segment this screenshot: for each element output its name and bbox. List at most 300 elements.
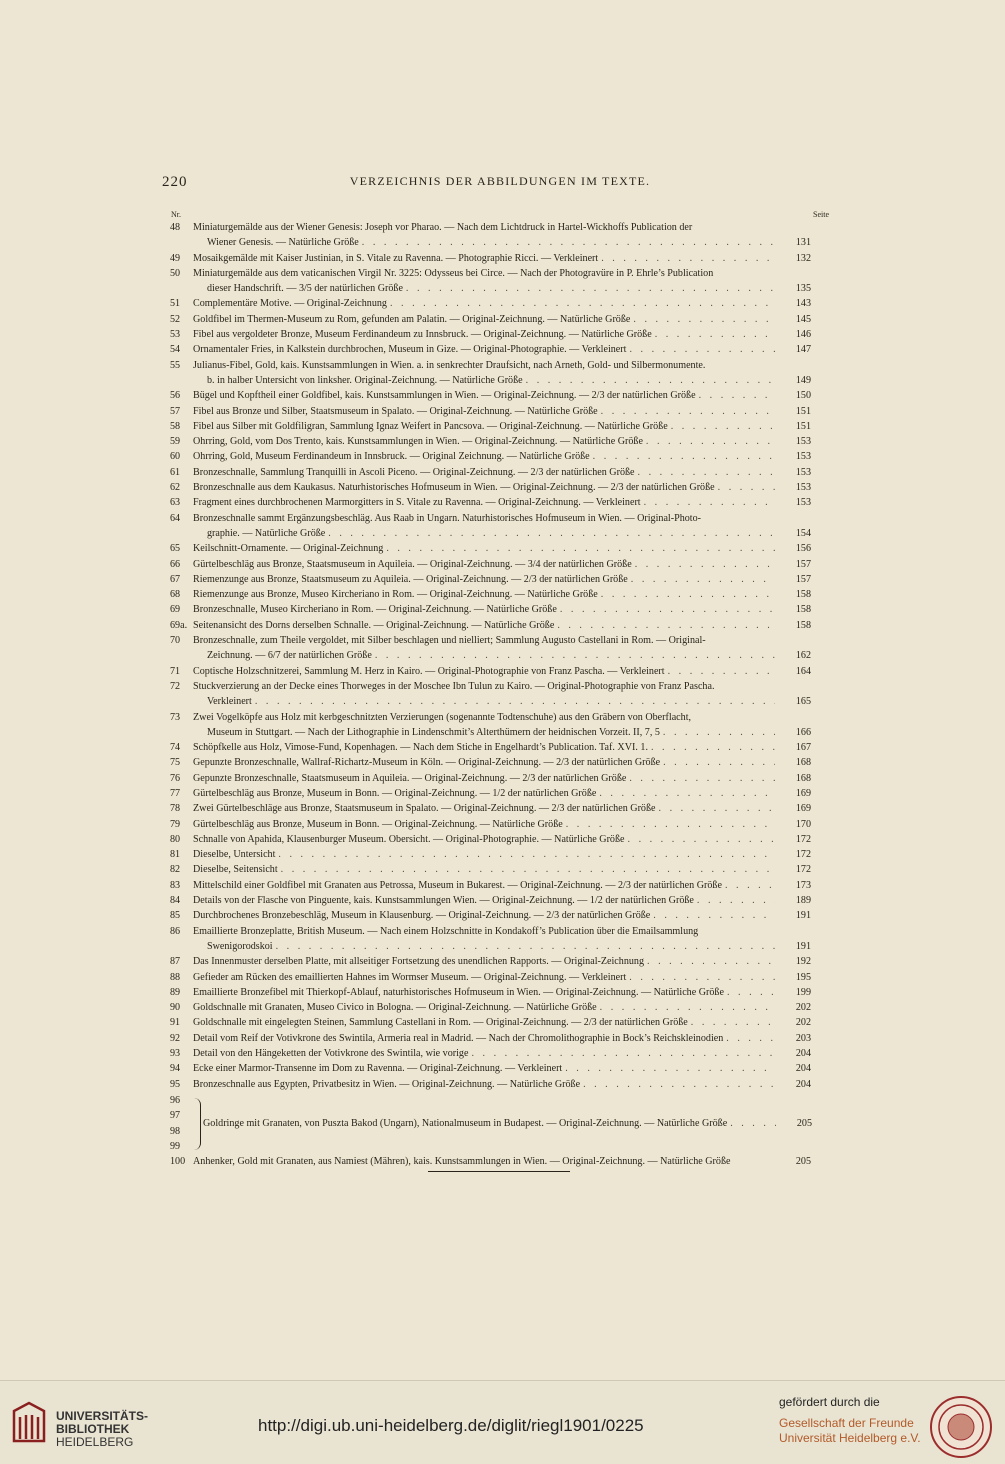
entry-caption: Keilschnitt-Ornamente. — Original-Zeichnung [193,543,384,555]
entry-text [193,602,811,617]
figure-number: 64 [170,512,181,524]
entry-caption: Bügel und Kopftheil einer Goldfibel, kais. Kunstsammlungen in Wien. — Original-Zeichnung. — 2/3 der natürlichen Größe [193,390,696,402]
entry-line [193,832,811,847]
entry-line [193,358,811,373]
entry-text [193,664,811,679]
figure-number: 75 [170,757,181,769]
entry-line [193,220,811,235]
leader-dots [590,449,775,464]
entry-text [193,618,811,633]
entry-caption: Bronzeschnalle sammt Ergänzungsbeschläg. Aus Raab in Ungarn. Naturhistorisches Hofmuseum in Wien. — Original-Photo- [193,512,702,524]
list-item [160,541,850,556]
list-item [160,664,850,679]
entry-line [193,251,811,266]
leader-dots [626,970,775,985]
brace-icon [194,1094,203,1154]
entry-text [193,511,811,542]
page-reference: 204 [795,1063,811,1075]
figure-number: 94 [170,1063,181,1075]
figure-number: 73 [170,711,181,723]
leader-dots [468,1046,775,1061]
entry-caption: Gürtelbeschläg aus Bronze, Museum in Bonn. — Original-Zeichnung. — 1/2 der natürlichen Größe [193,787,597,799]
entry-caption: Fibel aus Bronze und Silber, Staatsmuseum in Spalato. — Original-Zeichnung. — Natürliche Größe [193,405,598,417]
entry-line [193,664,811,679]
figure-list [160,220,850,1169]
leader-dots [523,373,775,388]
page-reference: 173 [795,879,811,891]
entry-caption: Schnalle von Apahida, Klausenburger Museum. Obersicht. — Original-Photographie. — Natürliche Größe [193,833,625,845]
entry-line [193,480,811,495]
entry-text [193,862,811,877]
entry-text [193,786,811,801]
list-item [160,511,850,542]
list-item [160,1031,850,1046]
figure-number: 55 [170,359,181,371]
figure-number: 69 [170,604,181,616]
list-item [160,465,850,480]
list-item [160,342,850,357]
page-reference: 205 [795,1155,811,1167]
page-reference: 170 [795,818,811,830]
entry-caption: Ohrring, Gold, vom Dos Trento, kais. Kunstsammlungen in Wien. — Original-Zeichnung. — Natürliche Größe [193,436,643,448]
page-reference: 135 [795,283,811,295]
entry-text [193,1046,811,1061]
university-library-logo-icon [10,1401,48,1445]
entry-line [193,602,811,617]
entry-line [193,587,811,602]
entry-caption: Gefieder am Rücken des emaillierten Hahnes im Wormser Museum. — Original-Zeichnung. — Verkleinert [193,971,627,983]
leader-dots [724,985,775,1000]
leader-dots [694,893,775,908]
entry-caption: Fragment eines durchbrochenen Marmorgitters in S. Vitale zu Ravenna. — Original-Zeichnung. — Verkleinert [193,497,641,509]
figure-number: 86 [170,925,181,937]
entry-caption: Goldschnalle mit Granaten, Museo Civico in Bologna. — Original-Zeichnung. — Natürliche Größe [193,1002,597,1014]
list-item [160,679,850,710]
entry-line [193,893,811,908]
figure-number: 48 [170,222,181,233]
list-item [160,862,850,877]
list-item [160,572,850,587]
entry-line [193,557,811,572]
figure-number: 50 [170,267,181,279]
entry-text [193,679,811,710]
entry-text [193,541,811,556]
list-item [160,755,850,770]
entry-line [193,449,811,464]
entry-caption: Julianus-Fibel, Gold, kais. Kunstsammlungen in Wien. a. in senkrechter Draufsicht, nach Arneth, Gold- und Silbermonumente. [193,359,706,371]
entry-text [193,312,811,327]
page-reference: 145 [795,313,811,325]
list-item [160,1046,850,1061]
entry-caption: Miniaturgemälde aus dem vaticanischen Virgil Nr. 3225: Odysseus bei Circe. — Nach der Photogravüre in P. Ehrle’s Publication [193,267,714,279]
sponsor-name-line-1[interactable]: Gesellschaft der Freunde [779,1416,914,1430]
list-item [160,618,850,633]
figure-number: 95 [170,1078,181,1090]
figure-number: 98 [170,1125,181,1137]
entry-line [193,618,811,633]
leader-dots [273,939,775,954]
entry-caption: Zeichnung. — 6/7 der natürlichen Größe [207,650,372,662]
figure-number: 85 [170,910,181,922]
leader-dots [722,878,775,893]
page-reference: 146 [795,329,811,341]
group-figure-numbers [160,1094,194,1154]
entry-text [193,419,811,434]
leader-dots [641,495,775,510]
entry-text [193,847,811,862]
page-reference: 167 [795,742,811,754]
figure-number: 82 [170,864,181,876]
entry-line [193,1077,811,1092]
entry-text [193,817,811,832]
leader-dots [278,862,775,877]
entry-line [193,327,811,342]
entry-line [193,419,811,434]
entry-text [193,740,811,755]
leader-dots [650,908,775,923]
list-item [160,924,850,955]
leader-dots [660,725,775,740]
entry-caption: Gürtelbeschläg aus Bronze, Staatsmuseum in Aquileia. — Original-Zeichnung. — 3/4 der natürlichen Größe [193,558,632,570]
entry-caption: Ohrring, Gold, Museum Ferdinandeum in Innsbruck. — Original Zeichnung. — Natürliche Größe [193,451,590,463]
entry-text [193,449,811,464]
page-reference: 204 [795,1048,811,1060]
entry-text [193,327,811,342]
page-reference: 157 [795,558,811,570]
entry-line [193,801,811,816]
list-item [160,587,850,602]
entry-caption: dieser Handschrift. — 3/5 der natürlichen Größe [207,283,403,295]
figure-number: 89 [170,986,181,998]
entry-caption: graphie. — Natürliche Größe [207,527,326,539]
page-number: 220 [162,174,188,190]
entry-text [193,924,811,955]
list-item [160,388,850,403]
entry-line [193,342,811,357]
figure-number: 97 [170,1110,181,1122]
entry-text [193,1061,811,1076]
entry-text [193,832,811,847]
entry-caption: Stuckverzierung an der Decke eines Thorweges in der Moschee Ibn Tulun zu Kairo. — Original-Photographie von Franz Pascha. [193,680,715,692]
list-item-group [160,1094,850,1154]
entry-text [203,1094,850,1154]
list-item [160,771,850,786]
entry-caption: Mosaikgemälde mit Kaiser Justinian, in S. Vitale zu Ravenna. — Photographie Ricci. — Verkleinert [193,252,599,264]
entry-caption: Detail von den Hängeketten der Votivkrone des Swintila, wie vorige [193,1048,469,1060]
page-reference: 150 [795,390,811,402]
entry-caption: Verkleinert [207,696,252,708]
figure-number: 59 [170,436,181,448]
entry-line [193,679,811,694]
entry-caption: Details von der Flasche von Pinguente, kais. Kunstsammlungen Wien. — Original-Zeichnung. — 1/2 der natürlichen Größe [193,895,694,907]
figure-number: 70 [170,635,181,647]
list-item [160,296,850,311]
list-item [160,1077,850,1092]
leader-dots [626,771,775,786]
page-reference: 204 [795,1078,811,1090]
entry-caption: Gepunzte Bronzeschnalle, Wallraf-Richartz-Museum in Köln. — Original-Zeichnung. — 2/3 der natürlichen Größe [193,757,661,769]
page-reference: 202 [795,1002,811,1014]
figure-number: 62 [170,482,181,494]
entry-line [193,878,811,893]
entry-caption: Miniaturgemälde aus der Wiener Genesis: Joseph vor Pharao. — Nach dem Lichtdruck in Hartel-Wickhoffs Publication der [193,222,693,233]
figure-number: 71 [170,665,181,677]
entry-caption: Emaillierte Bronzeplatte, British Museum. — Nach einem Holzschnitte in Kondakoff’s Publication über die Emailsammlung [193,925,699,937]
entry-caption: Wiener Genesis. — Natürliche Größe [207,237,359,249]
entry-caption: Mittelschild einer Goldfibel mit Granaten aus Petrossa, Museum in Bukarest. — Original-Zeichnung. — 2/3 der natürlichen Größe [193,879,722,891]
page-reference: 192 [795,956,811,968]
page-reference: 151 [795,405,811,417]
entry-line [193,970,811,985]
page-reference: 143 [795,298,811,310]
page-reference: 199 [795,986,811,998]
figure-number: 51 [170,298,181,310]
list-item [160,251,850,266]
entry-line [193,541,811,556]
entry-line [193,924,811,939]
entry-caption: Goldfibel im Thermen-Museum zu Rom, gefunden am Palatin. — Original-Zeichnung. — Natürliche Größe [193,313,631,325]
entry-line [193,404,811,419]
figure-number: 99 [170,1140,181,1152]
leader-dots [652,327,775,342]
list-item [160,970,850,985]
list-item [160,434,850,449]
page-reference: 189 [795,895,811,907]
figure-number: 91 [170,1017,181,1029]
entry-caption: Goldschnalle mit eingelegten Steinen, Sammlung Castellani in Rom. — Original-Zeichnung. — 2/3 der natürlichen Größe [193,1017,688,1029]
leader-dots [648,740,775,755]
entry-caption: Goldringe mit Granaten, von Puszta Bakod (Ungarn), Nationalmuseum in Budapest. — Original-Zeichnung. — Natürliche Größe [203,1118,728,1130]
entry-line [193,648,811,663]
page-reference: 191 [795,940,811,952]
list-item [160,878,850,893]
figure-number: 53 [170,329,181,341]
entry-text [193,954,811,969]
leader-dots [580,1077,775,1092]
entry-line [193,862,811,877]
entry-caption: Bronzeschnalle, zum Theile vergoldet, mit Silber beschlagen und nielliert; Sammlung Augusto Castellani in Rom. — Original- [193,635,706,647]
entry-line [193,939,811,954]
entry-line [193,235,811,250]
page-reference: 154 [795,527,811,539]
figure-number: 76 [170,772,181,784]
page-reference: 202 [795,1017,811,1029]
list-item [160,1154,850,1169]
library-name-line-1: UNIVERSITÄTS- [56,1409,149,1423]
list-item [160,954,850,969]
list-item [160,740,850,755]
entry-caption: Dieselbe, Untersicht [193,849,276,861]
leader-dots [635,465,775,480]
entry-caption: Anhenker, Gold mit Granaten, aus Namiest (Mähren), kais. Kunstsammlungen in Wien. — Original-Zeichnung. — Natürliche Größe [193,1155,731,1167]
figure-number: 52 [170,313,181,325]
entry-text [193,342,811,357]
list-item [160,449,850,464]
entry-caption: Seitenansicht des Dorns derselben Schnalle. — Original-Zeichnung. — Natürliche Größe [193,619,555,631]
figure-number: 74 [170,742,181,754]
list-item [160,832,850,847]
library-name-line-3: HEIDELBERG [56,1435,134,1449]
list-item [160,710,850,741]
leader-dots [562,1061,775,1076]
figure-number: 93 [170,1048,181,1060]
page-reference: 158 [795,619,811,631]
entry-caption: Coptische Holzschnitzerei, Sammlung M. Herz in Kairo. — Original-Photographie von Franz Pascha. — Verkleinert [193,665,665,677]
page-reference: 151 [795,420,811,432]
entry-text [193,266,811,297]
entry-caption: Fibel aus vergoldeter Bronze, Museum Ferdinandeum zu Innsbruck. — Original-Zeichnung. — Natürliche Größe [193,329,652,341]
figure-number: 61 [170,466,181,478]
figure-number: 63 [170,497,181,509]
leader-dots [656,801,775,816]
figure-number: 96 [170,1094,181,1106]
entry-line [193,985,811,1000]
figure-number: 83 [170,879,181,891]
page-reference: 149 [795,374,811,386]
entry-text [193,878,811,893]
entry-text [193,495,811,510]
entry-line [193,526,811,541]
page-reference: 147 [795,344,811,356]
column-header-nr: Nr. [171,210,181,219]
leader-dots [665,664,775,679]
page-reference: 162 [795,650,811,662]
list-item [160,557,850,572]
figure-number: 87 [170,956,181,968]
leader-dots [403,281,775,296]
figure-number: 79 [170,818,181,830]
entry-caption: Complementäre Motive. — Original-Zeichnung [193,298,387,310]
page-reference: 153 [795,436,811,448]
entry-text [193,893,811,908]
leader-dots [628,572,775,587]
entry-line [193,710,811,725]
entry-caption: Bronzeschnalle aus dem Kaukasus. Naturhistorisches Hofmuseum in Wien. — Original-Zeichnung. — 2/3 der natürlichen Größe [193,482,715,494]
figure-number: 49 [170,252,181,264]
figure-number: 65 [170,543,181,555]
list-item [160,1015,850,1030]
list-item [160,786,850,801]
entry-text [193,771,811,786]
figure-number: 57 [170,405,181,417]
page-reference: 168 [795,757,811,769]
list-item [160,893,850,908]
entry-line [193,817,811,832]
page-title: VERZEICHNIS DER ABBILDUNGEN IM TEXTE. [349,174,651,188]
figure-number: 81 [170,849,181,861]
list-item [160,495,850,510]
page-reference: 172 [795,833,811,845]
entry-line [193,908,811,923]
leader-dots [660,755,775,770]
entry-line [193,312,811,327]
page-reference: 153 [795,466,811,478]
page-reference: 195 [795,971,811,983]
entry-line [193,465,811,480]
entry-caption: Ecke einer Marmor-Transenne im Dom zu Ravenna. — Original-Zeichnung. — Verkleinert [193,1063,563,1075]
entry-caption: Detail vom Reif der Votivkrone des Swintila, Armeria real in Madrid. — Nach der Chromolithographie in Bock’s Reichskleinodien [193,1032,724,1044]
entry-line [193,1015,811,1030]
entry-text [193,801,811,816]
entry-caption: Bronzeschnalle, Museo Kircheriano in Rom. — Original-Zeichnung. — Natürliche Größe [193,604,557,616]
leader-dots [688,1015,775,1030]
leader-dots [252,694,775,709]
entry-line [193,373,811,388]
sponsor-name-line-2[interactable]: Universität Heidelberg e.V. [779,1431,921,1445]
entry-caption: Zwei Gürtelbeschläge aus Bronze, Staatsmuseum in Spalato. — Original-Zeichnung. — 2/3 der natürlichen Größe [193,803,656,815]
entry-text [193,557,811,572]
page-reference: 131 [795,237,811,249]
list-item [160,1061,850,1076]
page-reference: 172 [795,864,811,876]
list-item [160,985,850,1000]
leader-dots [383,541,775,556]
entry-line [193,771,811,786]
figure-number: 90 [170,1002,181,1014]
figure-number: 78 [170,803,181,815]
entry-caption: Bronzeschnalle, Sammlung Tranquilli in Ascoli Piceno. — Original-Zeichnung. — 2/3 der natürlichen Größe [193,466,635,478]
page-reference: 169 [795,803,811,815]
figure-number: 66 [170,558,181,570]
entry-caption: Dieselbe, Seitensicht [193,864,278,876]
page-reference: 158 [795,589,811,601]
list-item [160,633,850,664]
page-reference: 156 [795,543,811,555]
leader-dots [668,419,775,434]
figure-number: 100 [170,1155,186,1167]
library-name-line-2: BIBLIOTHEK [56,1422,130,1436]
entry-line [193,266,811,281]
list-item [160,358,850,389]
permalink-url[interactable]: http://digi.ub.uni-heidelberg.de/diglit/riegl1901/0225 [258,1416,644,1435]
page-reference: 153 [795,451,811,463]
list-item [160,266,850,297]
leader-dots [632,557,775,572]
entry-text [193,970,811,985]
leader-dots [563,817,775,832]
entry-line [193,1061,811,1076]
list-item [160,817,850,832]
leader-dots [325,526,775,541]
sponsor-label: gefördert durch die [779,1395,880,1409]
entry-caption: Museum in Stuttgart. — Nach der Lithographie in Lindenschmit’s Alterthümern der heidnischen Vorzeit. II, 7, 5 [207,726,660,738]
entry-caption: b. in halber Untersicht von linksher. Original-Zeichnung. — Natürliche Größe [207,374,523,386]
entry-caption: Riemenzunge aus Bronze, Staatsmuseum zu Aquileia. — Original-Zeichnung. — 2/3 der natürlichen Größe [193,573,628,585]
entry-text [193,1077,811,1092]
page-reference: 132 [795,252,811,264]
page-reference: 166 [795,726,811,738]
leader-dots [372,648,775,663]
leader-dots [727,1116,776,1131]
entry-line [193,572,811,587]
entry-line [193,954,811,969]
leader-dots [723,1031,775,1046]
leader-dots [359,235,775,250]
entry-line [193,388,811,403]
page-reference: 157 [795,573,811,585]
page-reference: 172 [795,849,811,861]
list-item [160,419,850,434]
page-reference: 165 [795,696,811,708]
entry-caption: Emaillierte Bronzefibel mit Thierkopf-Ablauf, naturhistorisches Hofmuseum in Wien. — Original-Zeichnung. — Natürliche Größe [193,986,724,998]
entry-text [193,710,811,741]
page-reference: 164 [795,665,811,677]
page-reference: 168 [795,772,811,784]
entry-line [193,281,811,296]
leader-dots [598,251,775,266]
page-reference: 203 [795,1032,811,1044]
list-item [160,602,850,617]
